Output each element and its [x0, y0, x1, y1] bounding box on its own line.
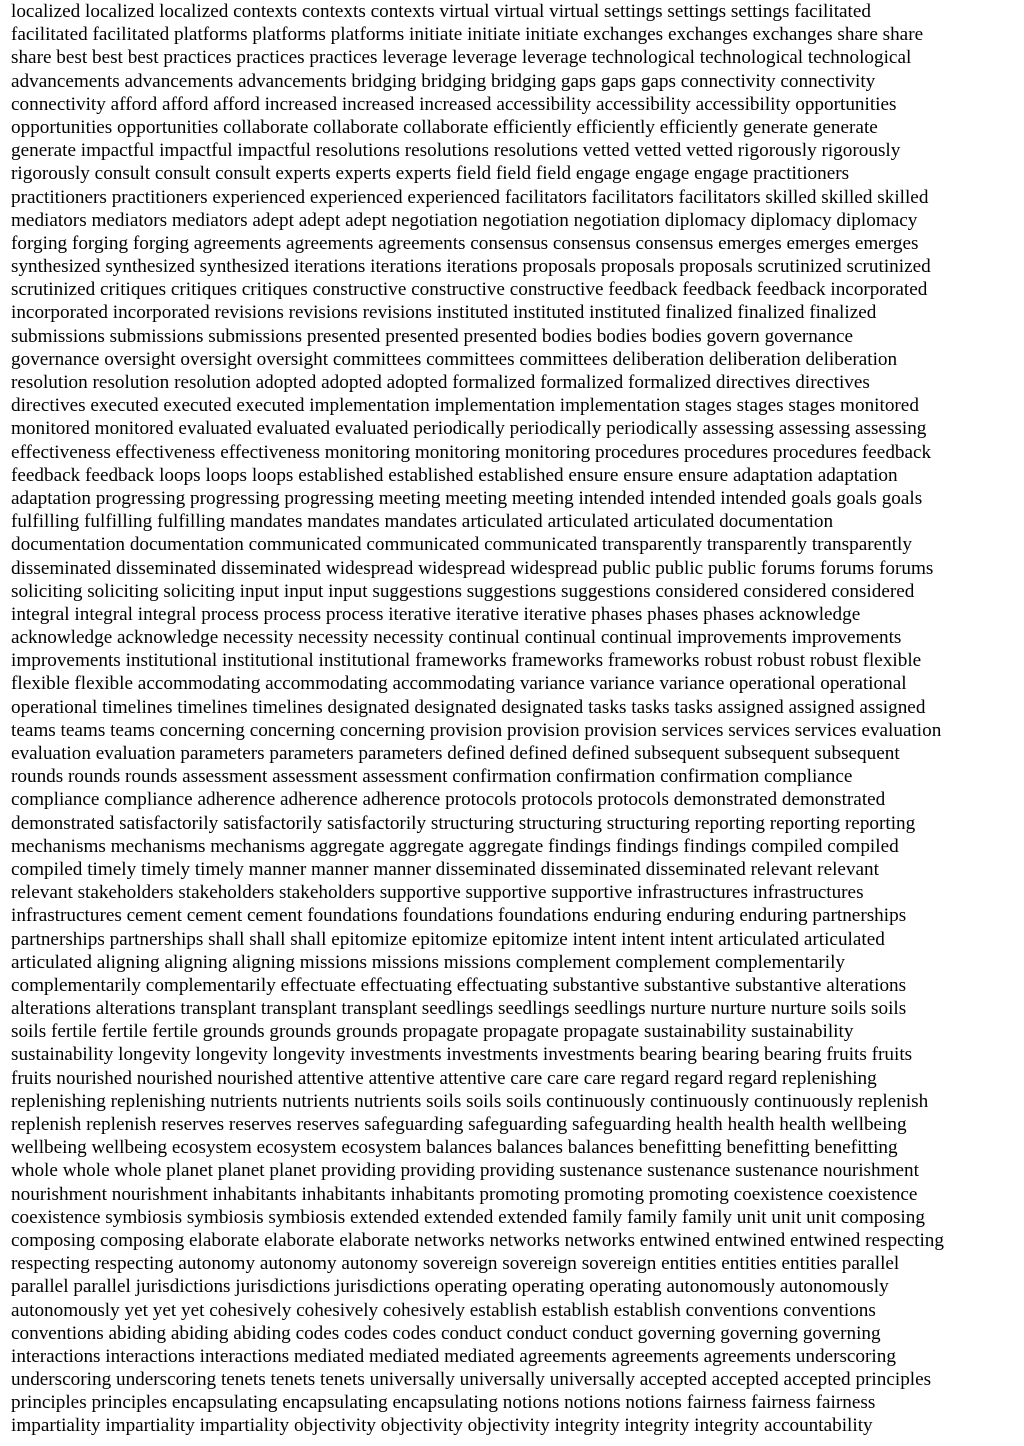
text-line-6: opportunities opportunities collaborate collaborate collaborate efficiently efficiently efficiently generate generate [11, 116, 878, 138]
text-line-55: respecting respecting autonomy autonomy autonomy sovereign sovereign sovereign entities entities entities parallel [11, 1253, 900, 1275]
text-line-31: operational timelines timelines timelines designated designated designated tasks tasks tasks assigned assigned assigned [11, 696, 926, 718]
text-line-37: mechanisms mechanisms mechanisms aggregate aggregate aggregate findings findings findings compiled compiled [11, 835, 899, 857]
text-line-35: compliance compliance adherence adherence adherence protocols protocols protocols demonstrated demonstrated [11, 789, 886, 811]
text-line-23: fulfilling fulfilling fulfilling mandates mandates mandates articulated articulated articulated documentation [11, 511, 834, 533]
text-line-8: rigorously consult consult consult experts experts experts field field field engage engage engage practitioners [11, 163, 850, 185]
text-line-30: flexible flexible accommodating accommodating accommodating variance variance variance operational operational [11, 673, 907, 695]
text-line-20: effectiveness effectiveness effectiveness monitoring monitoring monitoring procedures procedures procedures feedback [11, 441, 932, 463]
text-line-17: resolution resolution resolution adopted adopted adopted formalized formalized formalized directives directives [11, 372, 870, 393]
text-line-61: principles principles encapsulating encapsulating encapsulating notions notions notions fairness fairness fairness [11, 1392, 876, 1414]
text-line-46: sustainability longevity longevity longevity investments investments investments bearing bearing bearing fruits fruits [11, 1044, 913, 1066]
text-line-24: documentation documentation communicated communicated communicated transparently transparently transparently [11, 534, 912, 556]
text-line-50: wellbeing wellbeing ecosystem ecosystem ecosystem balances balances balances benefitting benefitting benefitting [11, 1137, 898, 1159]
text-line-27: integral integral integral process process process iterative iterative iterative phases phases phases acknowledge [11, 603, 861, 625]
text-line-44: alterations alterations transplant transplant transplant seedlings seedlings seedlings nurture nurture nurture soils soils [11, 998, 907, 1020]
text-line-41: partnerships partnerships shall shall shall epitomize epitomize epitomize intent intent intent articulated articulated [11, 928, 885, 950]
text-line-36: demonstrated satisfactorily satisfactorily satisfactorily structuring structuring structuring reporting reporting reporting [11, 812, 916, 834]
text-line-34: rounds rounds rounds assessment assessment assessment confirmation confirmation confirmation compliance [11, 766, 853, 788]
text-line-15: submissions submissions submissions presented presented presented bodies bodies bodies govern governance [11, 325, 854, 347]
text-line-58: conventions abiding abiding abiding codes codes codes conduct conduct conduct governing governing governing [11, 1322, 881, 1344]
text-line-56: parallel parallel jurisdictions jurisdictions jurisdictions operating operating operating autonomously autonomously [11, 1276, 889, 1298]
text-line-10: mediators mediators mediators adept adept adept negotiation negotiation negotiation diplomacy diplomacy diplomacy [11, 209, 918, 231]
text-line-7: generate impactful impactful impactful resolutions resolutions resolutions vetted vetted vetted rigorously rigorously [11, 140, 901, 162]
text-line-16: governance oversight oversight oversight committees committees committees deliberation deliberation deliberation [11, 348, 898, 370]
text-line-2: facilitated facilitated platforms platforms platforms initiate initiate initiate exchanges exchanges exchanges share share [11, 24, 924, 46]
text-line-28: acknowledge acknowledge necessity necessity necessity continual continual continual improvements improvements [11, 627, 902, 649]
text-line-22: adaptation progressing progressing progressing meeting meeting meeting intended intended intended goals goals goals [11, 487, 923, 509]
text-line-9: practitioners practitioners experienced experienced experienced facilitators facilitators facilitators skilled skilled skilled [11, 186, 929, 208]
text-line-60: underscoring underscoring tenets tenets tenets universally universally universally accepted accepted accepted principles [11, 1369, 932, 1391]
text-line-11: forging forging forging agreements agreements agreements consensus consensus consensus emerges emerges emerges [11, 232, 919, 254]
text-line-45: soils fertile fertile fertile grounds grounds grounds propagate propagate propagate sustainability sustainability [11, 1021, 854, 1043]
text-line-59: interactions interactions interactions mediated mediated mediated agreements agreements agreements underscoring [11, 1345, 896, 1367]
text-line-25: disseminated disseminated disseminated widespread widespread widespread public public public forums forums forums [11, 557, 934, 579]
text-line-49: replenish replenish reserves reserves reserves safeguarding safeguarding safeguarding health health health wellbeing [11, 1114, 907, 1135]
text-line-12: synthesized synthesized synthesized iterations iterations iterations proposals proposals proposals scrutinized scrutinized [11, 256, 931, 278]
text-line-43: complementarily complementarily effectuate effectuating effectuating substantive substantive substantive alterations [11, 974, 907, 996]
text-line-5: connectivity afford afford afford increased increased increased accessibility accessibility accessibility opportunities [11, 93, 897, 115]
text-line-52: nourishment nourishment inhabitants inhabitants inhabitants promoting promoting promoting coexistence coexistence [11, 1183, 918, 1205]
text-line-21: feedback feedback loops loops loops established established established ensure ensure ensure adaptation adaptation [11, 464, 898, 486]
text-line-32: teams teams teams concerning concerning concerning provision provision provision services services services evaluation [11, 719, 942, 741]
text-line-3: share best best best practices practices practices leverage leverage leverage technological technological technological [11, 47, 912, 69]
text-line-13: scrutinized critiques critiques critiques constructive constructive constructive feedback feedback feedback incorporated [11, 279, 928, 301]
text-line-33: evaluation evaluation parameters parameters parameters defined defined defined subsequent subsequent subsequent [11, 743, 900, 764]
text-line-48: replenishing replenishing nutrients nutrients nutrients soils soils soils continuously continuously continuously replenish [11, 1090, 929, 1112]
text-line-42: articulated aligning aligning aligning missions missions missions complement complement complementarily [11, 951, 846, 973]
text-line-54: composing composing elaborate elaborate elaborate networks networks networks entwined entwined entwined respecting [11, 1229, 944, 1251]
text-line-57: autonomously yet yet yet cohesively cohesively cohesively establish establish establish conventions conventions [11, 1299, 876, 1321]
text-line-40: infrastructures cement cement cement foundations foundations foundations enduring enduring enduring partnerships [11, 905, 907, 927]
text-line-4: advancements advancements advancements bridging bridging bridging gaps gaps gaps connectivity connectivity [11, 70, 876, 92]
text-line-62: impartiality impartiality impartiality objectivity objectivity objectivity integrity integrity integrity accountability [11, 1415, 873, 1437]
text-line-14: incorporated incorporated revisions revisions revisions instituted instituted instituted finalized finalized finalized [11, 302, 877, 324]
text-line-47: fruits nourished nourished nourished attentive attentive attentive care care care regard regard regard replenishing [11, 1067, 877, 1089]
text-line-19: monitored monitored evaluated evaluated evaluated periodically periodically periodically assessing assessing assessing [11, 418, 927, 440]
text-line-29: improvements institutional institutional institutional frameworks frameworks frameworks robust robust robust flexible [11, 650, 922, 672]
text-line-1: localized localized localized contexts contexts contexts virtual virtual virtual settings settings settings facilitated [11, 1, 871, 22]
text-line-38: compiled timely timely timely manner manner manner disseminated disseminated disseminated relevant relevant [11, 858, 879, 880]
text-line-39: relevant stakeholders stakeholders stakeholders supportive supportive supportive infrastructures infrastructures [11, 882, 864, 904]
text-line-18: directives executed executed executed implementation implementation implementation stages stages stages monitored [11, 395, 919, 417]
text-line-26: soliciting soliciting soliciting input input input suggestions suggestions suggestions considered considered considered [11, 580, 915, 602]
text-line-51: whole whole whole planet planet planet providing providing providing sustenance sustenance sustenance nourishment [11, 1160, 919, 1182]
text-line-53: coexistence symbiosis symbiosis symbiosis extended extended extended family family family unit unit unit composing [11, 1206, 925, 1228]
